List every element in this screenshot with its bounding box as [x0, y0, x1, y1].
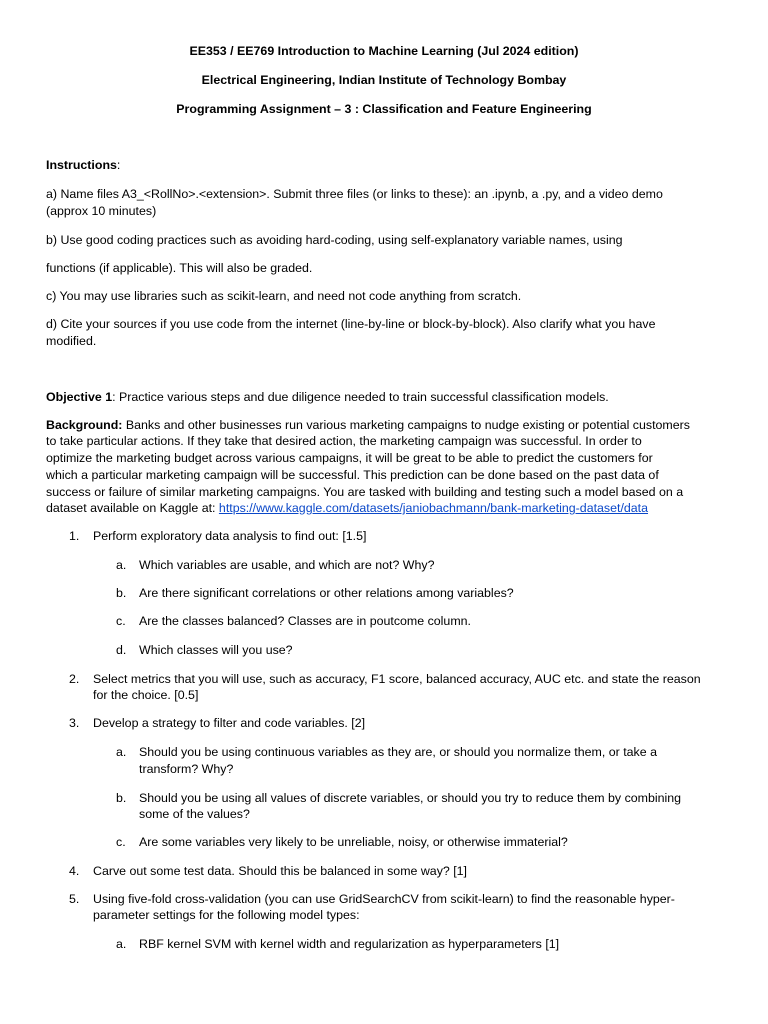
task-1a-text: Which variables are usable, and which are not? Why? [139, 558, 435, 572]
task-3a-text-line1: Should you be using continuous variables as they are, or should you normalize them, or take a [139, 745, 657, 759]
task-1b-mark: b. [116, 586, 127, 600]
task-4-text: Carve out some test data. Should this be balanced in some way? [1] [93, 864, 468, 878]
task-3-text: Develop a strategy to filter and code variables. [2] [93, 716, 366, 730]
task-3a-text-line2: transform? Why? [139, 762, 234, 776]
task-3b-text-line2: some of the values? [139, 807, 250, 821]
objective-line: Objective 1: Practice various steps and due diligence needed to train successful classification models. [46, 390, 609, 404]
task-3c-text: Are some variables very likely to be unreliable, noisy, or otherwise immaterial? [139, 835, 568, 849]
task-3-number: 3. [69, 716, 80, 730]
instruction-d-line1: d) Cite your sources if you use code from the internet (line-by-line or block-by-block). Also clarify what you have [46, 317, 656, 331]
instruction-c: c) You may use libraries such as scikit-learn, and need not code anything from scratch. [46, 289, 522, 303]
background-line1: Background: Banks and other businesses run various marketing campaigns to nudge existing or potential customers [46, 418, 690, 432]
task-3b-text-line1: Should you be using all values of discrete variables, or should you try to reduce them by combining [139, 791, 682, 805]
task-5a-text: RBF kernel SVM with kernel width and regularization as hyperparameters [1] [139, 937, 560, 951]
kaggle-dataset-link[interactable]: https://www.kaggle.com/datasets/janiobachmann/bank-marketing-dataset/data [218, 501, 649, 515]
task-5a-mark: a. [116, 937, 127, 951]
background-line3: optimize the marketing budget across various campaigns, it will be great to be able to predict the customers for [46, 451, 653, 465]
task-1a-mark: a. [116, 558, 127, 572]
objective-label: Objective 1 [46, 390, 113, 404]
assignment-title: Programming Assignment – 3 : Classification and Feature Engineering [176, 102, 592, 116]
instruction-a-line2: (approx 10 minutes) [46, 204, 157, 218]
task-5-number: 5. [69, 892, 80, 906]
task-5-text-line2: parameter settings for the following model types: [93, 908, 360, 922]
task-1-text: Perform exploratory data analysis to find out: [1.5] [93, 529, 367, 543]
background-line4: which a particular marketing campaign will be successful. This prediction can be done based on the past data of [46, 468, 659, 482]
task-3c-mark: c. [116, 835, 126, 849]
task-2-text-line1: Select metrics that you will use, such as accuracy, F1 score, balanced accuracy, AUC etc. and state the reason [93, 672, 701, 686]
task-1d-mark: d. [116, 643, 127, 657]
task-1c-text: Are the classes balanced? Classes are in poutcome column. [139, 614, 471, 628]
course-title: EE353 / EE769 Introduction to Machine Learning (Jul 2024 edition) [189, 44, 579, 58]
task-3a-mark: a. [116, 745, 127, 759]
background-label: Background: [46, 418, 123, 432]
task-4-number: 4. [69, 864, 80, 878]
instruction-b-line2: functions (if applicable). This will also be graded. [46, 261, 313, 275]
task-1d-text: Which classes will you use? [139, 643, 293, 657]
instructions-heading: Instructions: [46, 158, 121, 172]
task-5-text-line1: Using five-fold cross-validation (you can use GridSearchCV from scikit-learn) to find the reasonable hyper- [93, 892, 675, 906]
task-1c-mark: c. [116, 614, 126, 628]
department-title: Electrical Engineering, Indian Institute of Technology Bombay [201, 73, 567, 87]
background-line2: to take particular actions. If they take that desired action, the marketing campaign was successful. In order to [46, 434, 642, 448]
task-2-number: 2. [69, 672, 80, 686]
instruction-d-line2: modified. [46, 334, 97, 348]
instruction-a-line1: a) Name files A3_<RollNo>.<extension>. Submit three files (or links to these): an .ipynb, a .py, and a video demo [46, 187, 663, 201]
background-line5: success or failure of similar marketing campaigns. You are tasked with building and testing such a model based on a [46, 485, 684, 499]
task-3b-mark: b. [116, 791, 127, 805]
task-2-text-line2: for the choice. [0.5] [93, 688, 199, 702]
task-1-number: 1. [69, 529, 80, 543]
background-line6: dataset available on Kaggle at: https://www.kaggle.com/datasets/janiobachmann/bank-marketing-dataset/data [46, 501, 649, 515]
task-1b-text: Are there significant correlations or other relations among variables? [139, 586, 514, 600]
instruction-b-line1: b) Use good coding practices such as avoiding hard-coding, using self-explanatory variable names, using [46, 233, 623, 247]
